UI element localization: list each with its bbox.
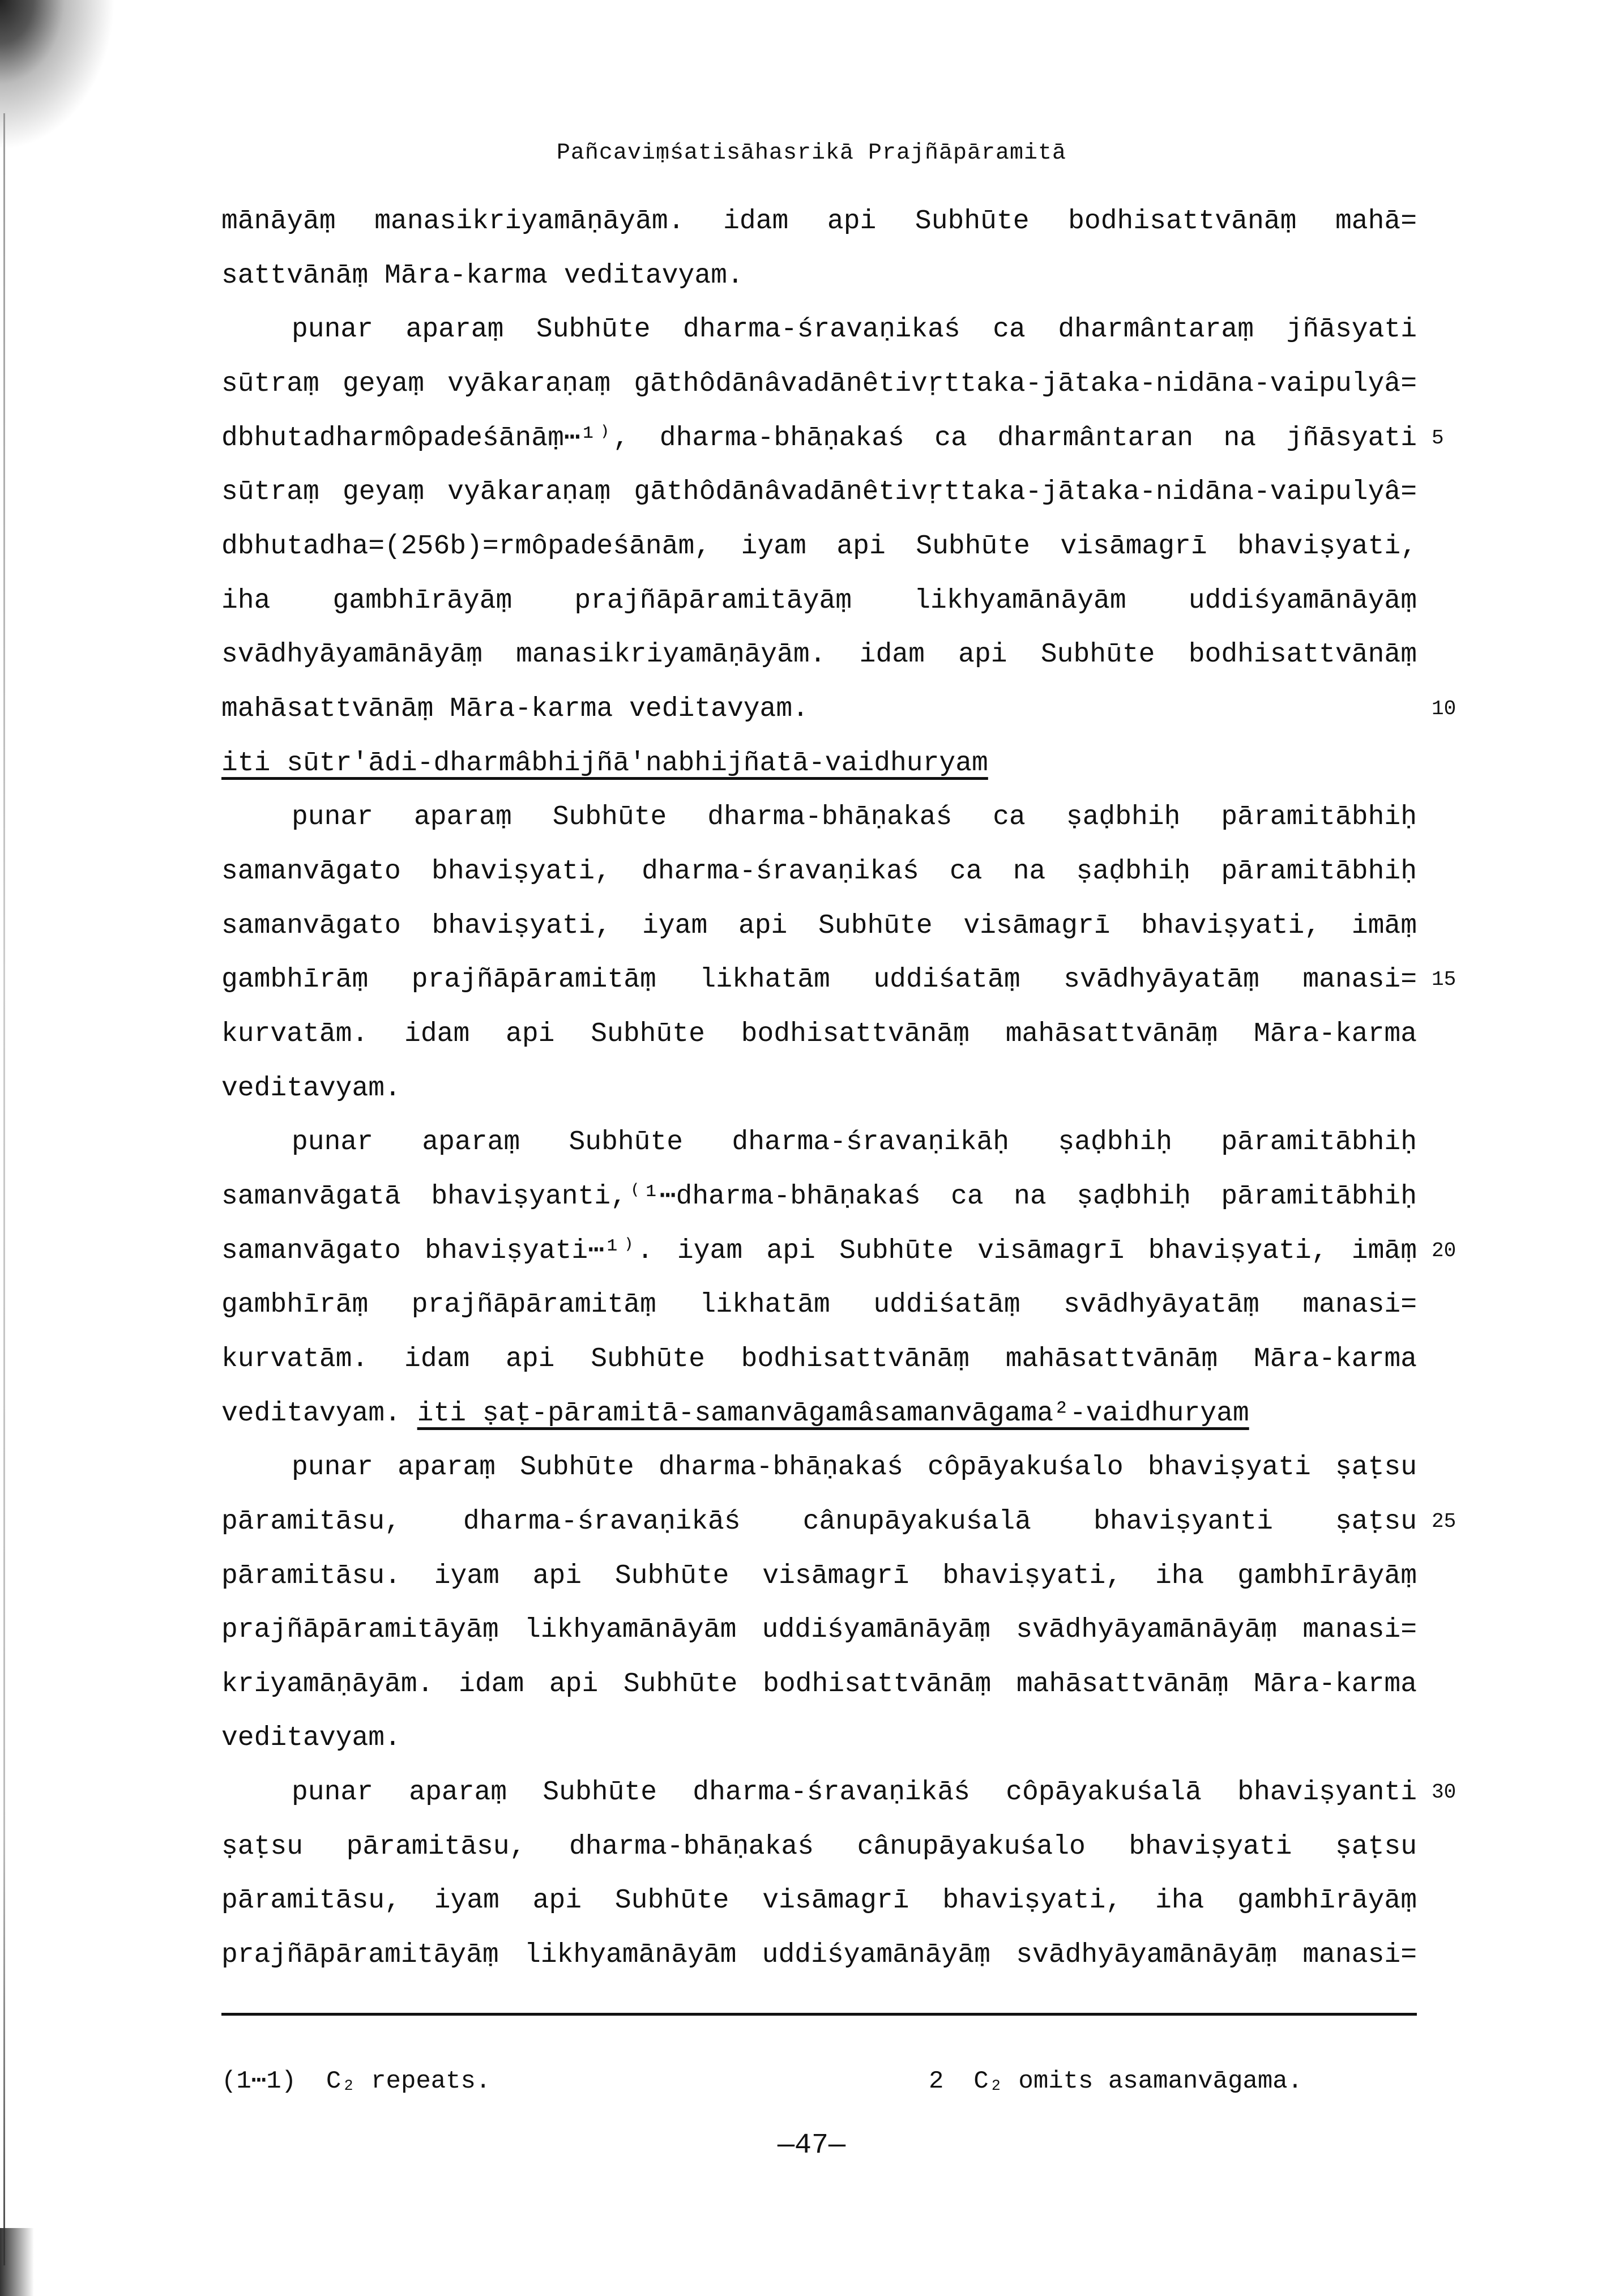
text-line: [221, 1711, 1417, 1765]
text-line: [221, 411, 1417, 466]
line-text: gambhīrāṃ prajñāpāramitāṃ likhatām uddiśatāṃ svādhyāyatāṃ manasi=: [221, 1290, 1417, 1321]
line-number: 5: [1432, 426, 1444, 450]
text-line: [221, 1278, 1417, 1332]
line-number: 25: [1432, 1509, 1457, 1533]
page-number: —47—: [777, 2129, 846, 2162]
line-text: punar aparaṃ Subhūte dharma-śravaṇikaś ca dharmântaraṃ jñāsyati: [292, 314, 1417, 345]
text-line: [221, 1386, 1417, 1441]
line-text: veditavyam.: [221, 1073, 401, 1104]
line-number: 30: [1432, 1781, 1457, 1804]
text-line: [221, 249, 1417, 303]
text-line: [221, 844, 1417, 899]
text-line: [221, 1820, 1417, 1874]
footnote-1: (1⋯1) C₂ repeats.: [221, 2067, 491, 2096]
line-text: mahāsattvānāṃ Māra-karma veditavyam.: [221, 693, 809, 724]
text-line: [221, 1332, 1417, 1386]
line-text: punar aparaṃ Subhūte dharma-bhāṇakaś ca ṣaḍbhiḥ pāramitābhiḥ: [292, 802, 1417, 833]
line-text: punar aparaṃ Subhūte dharma-śravaṇikāś côpāyakuśalā bhaviṣyanti: [292, 1777, 1417, 1808]
line-text: samanvāgatā bhaviṣyanti,⁽¹⋯dharma-bhāṇakaś ca na ṣaḍbhiḥ pāramitābhiḥ: [221, 1181, 1417, 1212]
line-text: samanvāgato bhaviṣyati, iyam api Subhūte visāmagrī bhaviṣyati, imāṃ: [221, 910, 1417, 941]
text-line: [221, 574, 1417, 628]
text-line: [221, 1061, 1417, 1116]
line-text: samanvāgato bhaviṣyati⋯¹⁾. iyam api Subhūte visāmagrī bhaviṣyati, imāṃ: [221, 1235, 1417, 1266]
line-text: dbhutadha=(256b)=rmôpadeśānām, iyam api Subhūte visāmagrī bhaviṣyati,: [221, 531, 1417, 562]
line-text: gambhīrāṃ prajñāpāramitāṃ likhatām uddiśatāṃ svādhyāyatāṃ manasi=: [221, 965, 1417, 996]
text-line: [221, 1603, 1417, 1657]
line-text: veditavyam.: [221, 1398, 417, 1429]
line-text: pāramitāsu. iyam api Subhūte visāmagrī bhaviṣyati, iha gambhīrāyāṃ: [221, 1560, 1417, 1591]
text-line: [221, 1928, 1417, 1982]
text-line: [221, 1873, 1417, 1928]
text-line: [221, 1007, 1417, 1061]
line-text: prajñāpāramitāyāṃ likhyamānāyām uddiśyamānāyāṃ svādhyāyamānāyāṃ manasi=: [221, 1940, 1417, 1971]
running-header: Pañcaviṃśatisāhasrikā Prajñāpāramitā: [556, 140, 1067, 166]
text-line: [221, 1170, 1417, 1224]
line-text: ṣaṭsu pāramitāsu, dharma-bhāṇakaś cânupāyakuśalo bhaviṣyati ṣaṭsu: [221, 1831, 1417, 1862]
line-text: sūtraṃ geyaṃ vyākaraṇaṃ gāthôdānâvadānêtivṛttaka-jātaka-nidāna-vaipulyâ=: [221, 477, 1417, 508]
line-text: kurvatām. idam api Subhūte bodhisattvānāṃ mahāsattvānāṃ Māra-karma: [221, 1343, 1417, 1375]
line-text: kriyamāṇāyām. idam api Subhūte bodhisattvānāṃ mahāsattvānāṃ Māra-karma: [221, 1668, 1417, 1700]
text-line: [221, 953, 1417, 1007]
line-text: sūtraṃ geyaṃ vyākaraṇaṃ gāthôdānâvadānêtivṛttaka-jātaka-nidāna-vaipulyâ=: [221, 368, 1417, 399]
text-line: [292, 1765, 1417, 1820]
text-line: [221, 1549, 1417, 1603]
line-text: punar aparaṃ Subhūte dharma-śravaṇikāḥ ṣaḍbhiḥ pāramitābhiḥ: [292, 1127, 1417, 1158]
text-line: [221, 1224, 1417, 1278]
line-text: pāramitāsu, iyam api Subhūte visāmagrī bhaviṣyati, iha gambhīrāyāṃ: [221, 1885, 1417, 1917]
line-text: iha gambhīrāyāṃ prajñāpāramitāyāṃ likhyamānāyām uddiśyamānāyāṃ: [221, 585, 1417, 616]
line-text: svādhyāyamānāyāṃ manasikriyamāṇāyām. idam api Subhūte bodhisattvānāṃ: [221, 639, 1417, 671]
text-line: [292, 1115, 1417, 1170]
line-text: kurvatām. idam api Subhūte bodhisattvānāṃ mahāsattvānāṃ Māra-karma: [221, 1018, 1417, 1049]
line-text: veditavyam.: [221, 1723, 401, 1754]
footnote-2: 2 C₂ omits asamanvāgama.: [929, 2067, 1303, 2096]
line-text: samanvāgato bhaviṣyati, dharma-śravaṇikaś ca na ṣaḍbhiḥ pāramitābhiḥ: [221, 856, 1417, 887]
section-colophon: iti ṣaṭ-pāramitā-samanvāgamâsamanvāgama²-vaidhuryam: [417, 1398, 1249, 1429]
line-text: pāramitāsu, dharma-śravaṇikāś cânupāyakuśalā bhaviṣyanti ṣaṭsu: [221, 1506, 1417, 1537]
text-line: [221, 736, 1417, 791]
text-line: [221, 1657, 1417, 1712]
text-line: [221, 1495, 1417, 1549]
text-line: [221, 519, 1417, 574]
line-text: prajñāpāramitāyāṃ likhyamānāyām uddiśyamānāyāṃ svādhyāyamānāyāṃ manasi=: [221, 1615, 1417, 1646]
text-line: [221, 682, 1417, 736]
line-text: punar aparaṃ Subhūte dharma-bhāṇakaś côpāyakuśalo bhaviṣyati ṣaṭsu: [292, 1452, 1417, 1483]
line-text: mānāyāṃ manasikriyamāṇāyām. idam api Subhūte bodhisattvānāṃ mahā=: [221, 206, 1417, 237]
line-number: 10: [1432, 697, 1457, 720]
text-line: [221, 194, 1417, 249]
text-line: [221, 465, 1417, 519]
text-line: [221, 357, 1417, 411]
scan-edge: [3, 113, 5, 2265]
line-number: 20: [1432, 1239, 1457, 1262]
text-line: [292, 790, 1417, 844]
text-line: [292, 302, 1417, 357]
text-line: [221, 899, 1417, 953]
line-text: dbhutadharmôpadeśānāṃ⋯¹⁾, dharma-bhāṇakaś ca dharmântaran na jñāsyati: [221, 423, 1417, 454]
text-line: [221, 628, 1417, 682]
scan-shadow-bottom: [0, 2228, 34, 2296]
line-number: 15: [1432, 968, 1457, 992]
line-text: sattvānāṃ Māra-karma veditavyam.: [221, 260, 744, 291]
footnote-rule: [221, 2013, 1417, 2016]
text-line: [292, 1440, 1417, 1495]
section-colophon: iti sūtr'ādi-dharmâbhijñā'nabhijñatā-vaidhuryam: [221, 748, 988, 779]
